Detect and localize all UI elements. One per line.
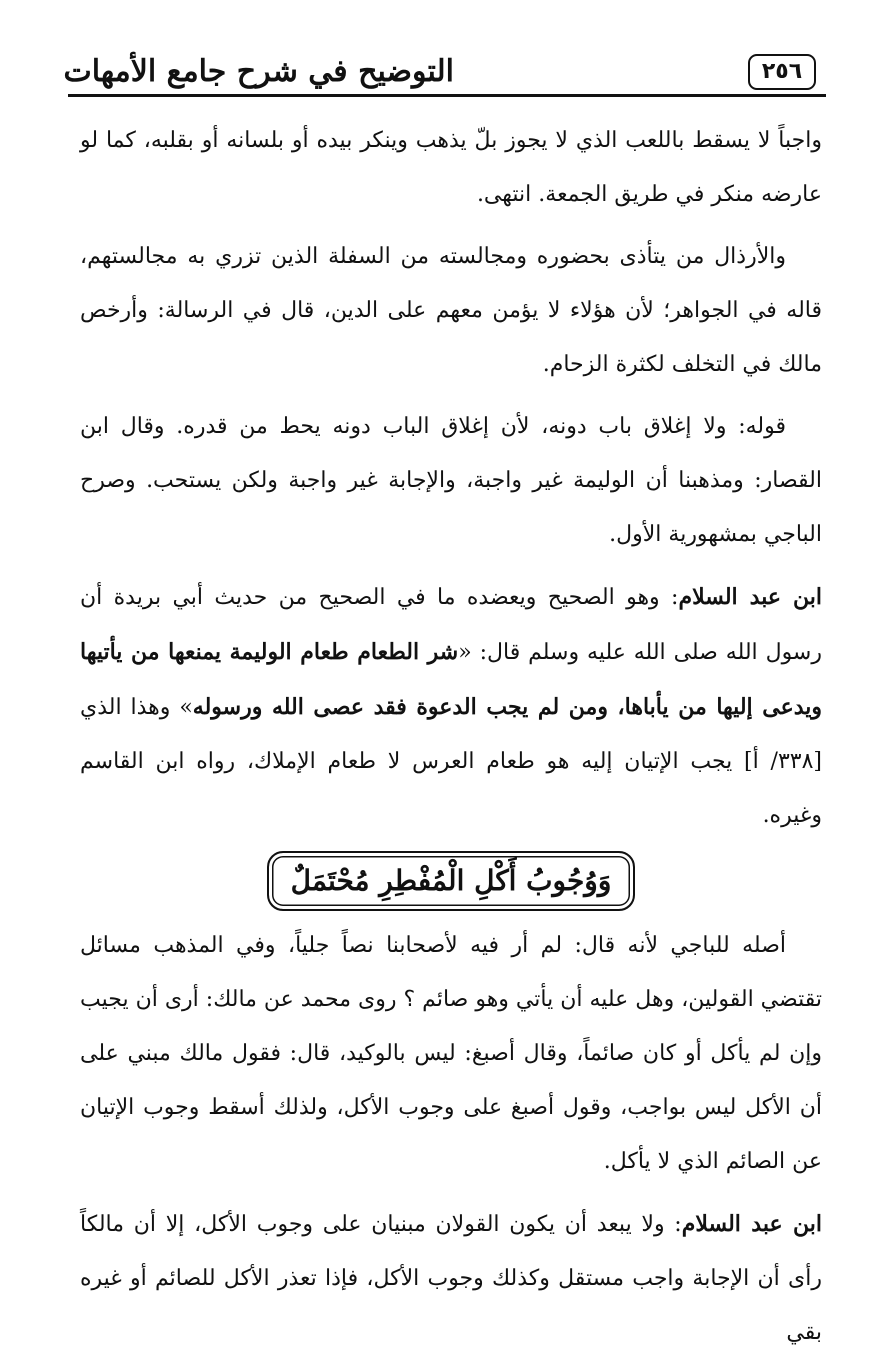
paragraph-6 <box>80 1197 822 1360</box>
paragraph-2: والأرذال من يتأذى بحضوره ومجالسته من السفلة الذين تزري به مجالستهم، قاله في الجواهر؛ لأن هؤلاء لا يؤمن معهم على الدين، قال في الرسالة: وأرخص مالك في التخلف لكثرة الزحام. <box>80 244 822 377</box>
page-number: ٢٥٦ <box>748 54 816 90</box>
paragraph-6-text: : ولا يبعد أن يكون القولان مبنيان على وجوب الأكل، إلا أن مالكاً رأى أن الإجابة واجب مستقل وكذلك وجوب الأكل، فإذا تعذر الأكل للصائم أو غيره بقي <box>80 1212 822 1345</box>
paragraph-4 <box>80 570 822 843</box>
section-heading: وَوُجُوبُ أَكْلِ الْمُفْطِرِ مُحْتَمَلٌ <box>267 851 636 911</box>
hadith-quote: شر الطعام طعام الوليمة يمنعها من يأتيها ويدعى إليها من يأباها، ومن لم يجب الدعوة فقد عصى الله ورسوله <box>80 639 822 720</box>
section-heading-wrap <box>80 851 822 911</box>
page-header <box>63 52 826 100</box>
header-rule <box>68 94 826 97</box>
paragraph-3: قوله: ولا إغلاق باب دونه، لأن إغلاق الباب دونه يحط من قدره. وقال ابن القصار: ومذهبنا أن الوليمة غير واجبة، والإجابة غير واجبة ولكن يستحب. وصرح الباجي بمشهورية الأول. <box>80 414 822 547</box>
paragraph-4-text-b: » وهذا الذي [٣٣٨/ أ] يجب الإتيان إليه هو طعام العرس لا طعام الإملاك، رواه ابن القاسم وغيره. <box>80 695 822 828</box>
main-text <box>80 114 822 1368</box>
author-name: ابن عبد السلام <box>678 584 822 610</box>
running-title: التوضيح في شرح جامع الأمهات <box>63 54 454 89</box>
author-name: ابن عبد السلام <box>681 1211 822 1237</box>
paragraph-4-text-a: : وهو الصحيح ويعضده ما في الصحيح من حديث أبي بريدة أن رسول الله صلى الله عليه وسلم قال: « <box>80 585 822 665</box>
paragraph-1: واجباً لا يسقط باللعب الذي لا يجوز بلّ يذهب وينكر بيده أو بلسانه أو بقلبه، كما لو عارضه منكر في طريق الجمعة. انتهى. <box>80 128 822 207</box>
paragraph-5: أصله للباجي لأنه قال: لم أر فيه لأصحابنا نصاً جلياً، وفي المذهب مسائل تقتضي القولين، وهل عليه أن يأتي وهو صائم ؟ روى محمد عن مالك: أرى أن يجيب وإن لم يأكل أو كان صائماً، وقال أصبغ: ليس بالوكيد، قال: فقول مالك مبني على أن الأكل ليس بواجب، وقول أصبغ على وجوب الأكل، ولذلك أسقط وجوب الإتيان عن الصائم الذي لا يأكل. <box>80 933 822 1174</box>
